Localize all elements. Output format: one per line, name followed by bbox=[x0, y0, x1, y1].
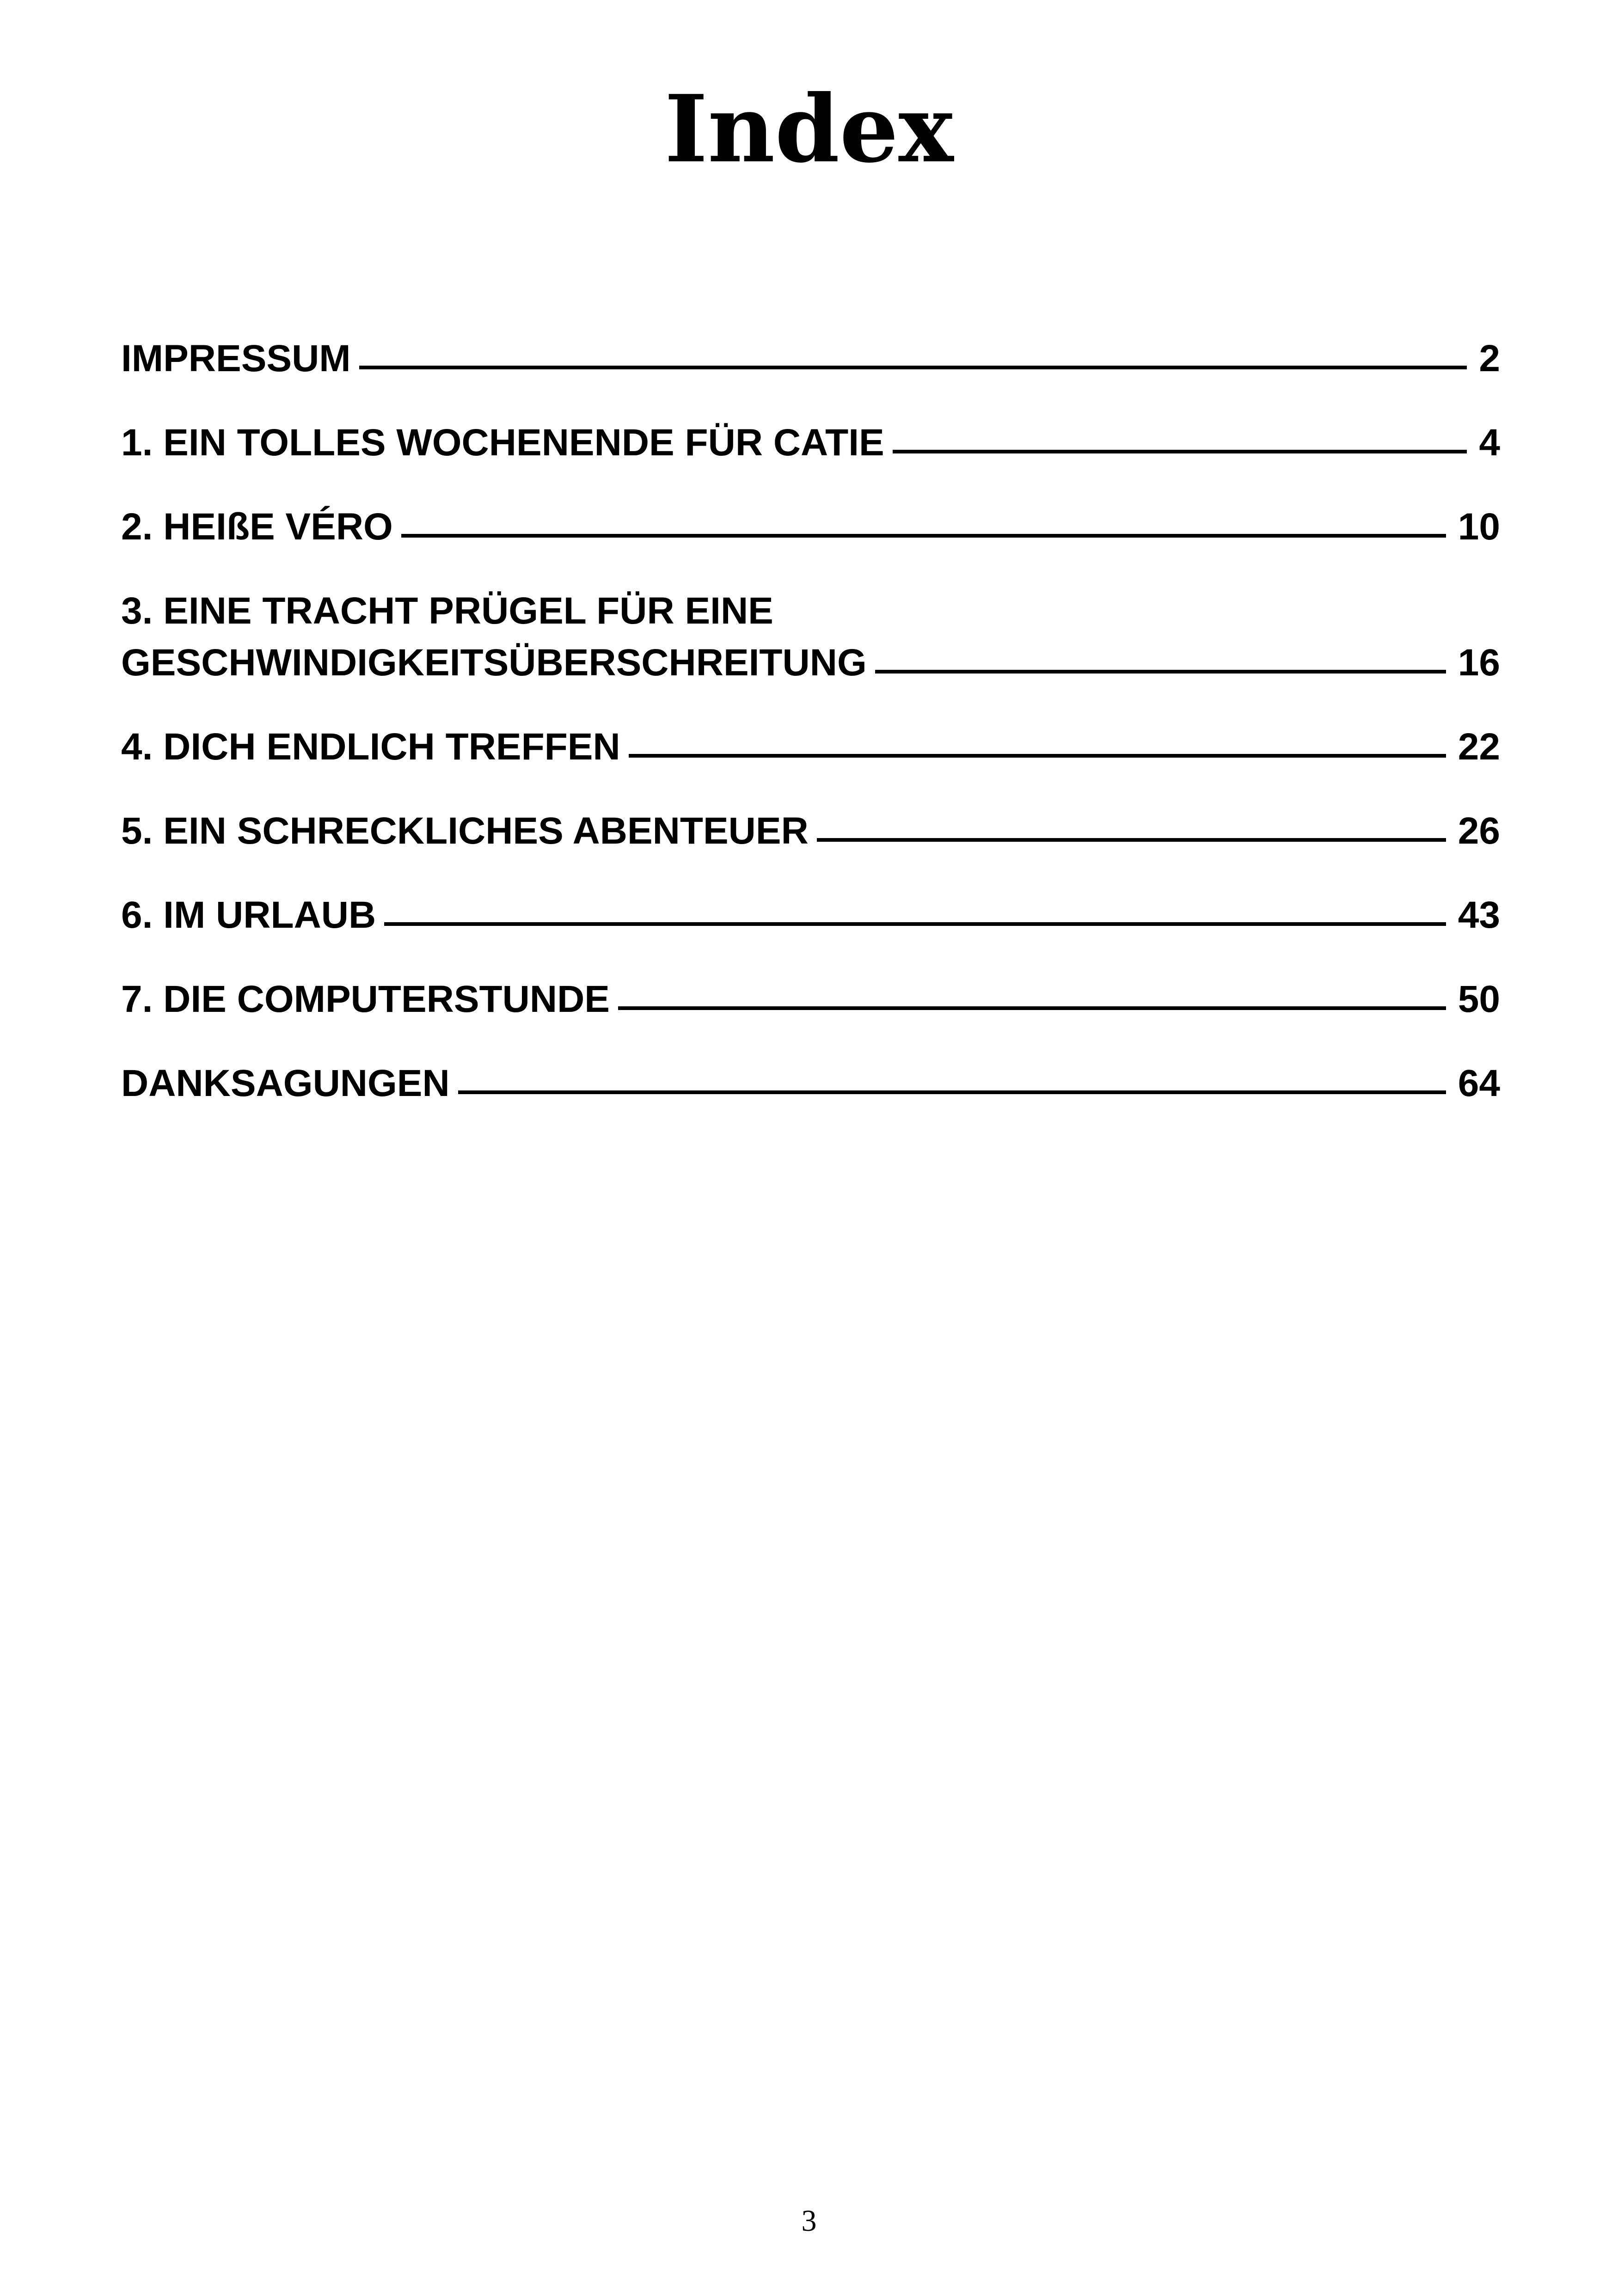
toc-leader-line bbox=[401, 534, 1446, 538]
toc-leader-line bbox=[359, 366, 1467, 369]
toc-leader-line bbox=[817, 838, 1446, 842]
toc-entry-title-line-1: 3. EINE TRACHT PRÜGEL FÜR EINE bbox=[121, 590, 773, 632]
toc-entry-impressum bbox=[121, 333, 1500, 385]
toc-leader-line bbox=[875, 670, 1446, 673]
toc-entry-page: 2 bbox=[1479, 337, 1500, 380]
toc-entry-danksagungen bbox=[121, 1058, 1500, 1109]
toc-entry-title: 6. IM URLAUB bbox=[121, 894, 376, 936]
toc-entry-page: 64 bbox=[1458, 1062, 1500, 1104]
toc-entry-chapter-7 bbox=[121, 974, 1500, 1025]
toc-entry-chapter-4 bbox=[121, 721, 1500, 773]
toc-entry-title-line-2: GESCHWINDIGKEITSÜBERSCHREITUNG bbox=[121, 642, 867, 684]
toc-entry-title: 7. DIE COMPUTERSTUNDE bbox=[121, 978, 610, 1020]
toc-entry-page: 22 bbox=[1458, 726, 1500, 768]
toc-leader-line bbox=[893, 450, 1467, 453]
toc-entry-title: 4. DICH ENDLICH TREFFEN bbox=[121, 726, 620, 768]
toc-entry-chapter-1 bbox=[121, 417, 1500, 469]
toc-entry-chapter-2 bbox=[121, 501, 1500, 553]
toc-leader-line bbox=[629, 754, 1446, 758]
toc-entry-page: 4 bbox=[1479, 422, 1500, 464]
toc-entry-chapter-6 bbox=[121, 889, 1500, 941]
toc-entry-chapter-5 bbox=[121, 805, 1500, 857]
toc-entry-chapter-3 bbox=[121, 585, 1500, 689]
toc-entry-title: 5. EIN SCHRECKLICHES ABENTEUER bbox=[121, 810, 809, 852]
toc-leader-line bbox=[458, 1090, 1446, 1094]
toc-entry-title: 1. EIN TOLLES WOCHENENDE FÜR CATIE bbox=[121, 422, 884, 464]
toc-entry-title: DANKSAGUNGEN bbox=[121, 1062, 450, 1104]
toc-entry-page: 16 bbox=[1458, 642, 1500, 684]
page-title: Index bbox=[664, 75, 954, 184]
toc-leader-line bbox=[384, 922, 1446, 926]
toc-entry-title: IMPRESSUM bbox=[121, 337, 351, 380]
toc-entry-page: 43 bbox=[1458, 894, 1500, 936]
toc-entry-page: 26 bbox=[1458, 810, 1500, 852]
toc-entry-page: 10 bbox=[1458, 506, 1500, 548]
page-number: 3 bbox=[801, 2204, 817, 2238]
table-of-contents bbox=[121, 333, 1500, 1142]
toc-entry-page: 50 bbox=[1458, 978, 1500, 1020]
toc-entry-title: 2. HEIßE VÉRO bbox=[121, 506, 393, 548]
toc-leader-line bbox=[618, 1006, 1446, 1010]
